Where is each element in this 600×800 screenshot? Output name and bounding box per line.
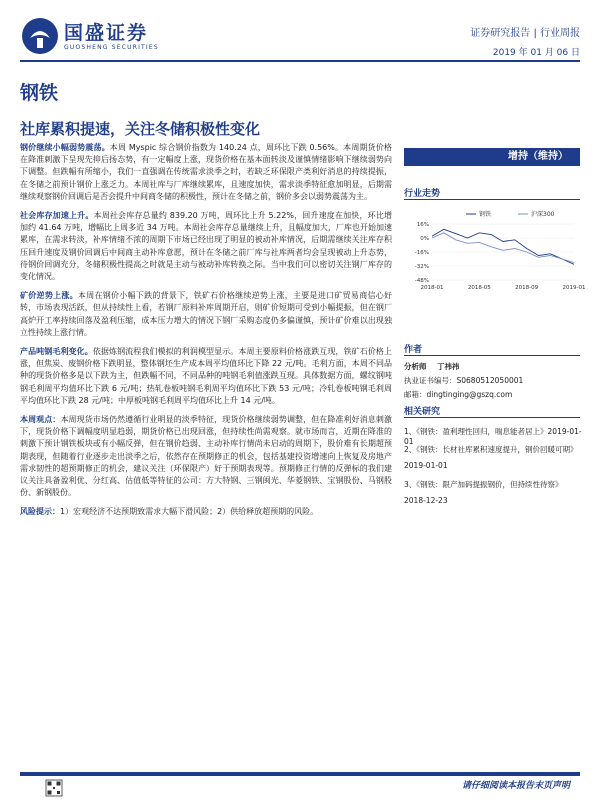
related-item-title: 2、《钢铁：长材社库累积速度提升，钢价回暖可期》 (404, 445, 578, 454)
author-heading: 作者 (404, 345, 423, 355)
trend-heading: 行业走势 (404, 189, 441, 199)
paragraph-highlight: 钢价继续小幅弱势震荡。 (20, 143, 110, 152)
legend-label: 钢铁 (479, 211, 492, 218)
rating-text: 增持（维持） (508, 151, 568, 162)
x-tick-label: 2018-05 (467, 285, 491, 291)
paragraph-inventory (20, 210, 392, 283)
footer-divider (20, 772, 580, 776)
y-tick-label: -48% (414, 278, 429, 284)
analyst-email: 邮箱：dingtinging@gszq.com (404, 390, 513, 399)
paragraph-text: 本周社会库存总量约 839.20 万吨，周环比上升 5.22%，回升速度在加快，环比增加约 41.64 万吨，增幅比上周多近 34 万吨。本周社会库存总量继续上升，且幅度加大，厂库也开始加速累库，在需求转淡，补库情绪不浓的周期下市场已经出现了明显的被动补库情况，后期需继续关注库存积压回升速度及钢价回调后中间商主动补库意愿，预计在冬储之前厂库与社库两者均会呈现被动上升态势，待钢价回调充分，冬储积极性提高之时就是主动与被动补库转换之际。当中我们可以密切关注钢厂库存的变化情况。 (20, 211, 392, 282)
x-tick-label: 2018-09 (515, 285, 539, 291)
analyst-cert: 执业证书编号：S0680512050001 (404, 376, 524, 385)
paragraph-highlight: 矿价逆势上涨。 (20, 291, 78, 301)
paragraph-text: 本周 Myspic 综合钢价指数为 140.24 点，周环比下跌 0.56%。本周期货价格在降准刺激下呈现先抑后扬态势，有一定幅度上涨，现货价格在基本面转淡及谨慎情绪影响下继续弱势向下调整。但跌幅有所缩小，我们一直强调在传统需求淡季之时，若缺乏环保限产类利好消息的持续提振，在冬储之前预计钢价上涨乏力。本周社库与厂库继续累库，且速度加快，需求淡季特征愈加明显，后期需继续观察钢价回调后是否会提升中间商冬储的积极性，预计在冬储之前，钢价多会以弱势震荡为主。 (20, 143, 392, 201)
y-tick-label: -32% (414, 264, 429, 270)
paragraph-highlight: 产品吨钢毛利变化。 (20, 347, 93, 357)
x-tick-label: 2019-01 (562, 285, 586, 291)
related-heading: 相关研究 (404, 407, 441, 417)
related-item-date: 2018-12-23 (404, 496, 448, 505)
analyst-line (404, 361, 459, 372)
report-type: 证券研究报告 | 行业周报 (470, 28, 580, 39)
industry-name: 钢铁 (20, 82, 59, 104)
paragraph-highlight: 社会库存加速上升。 (20, 211, 94, 221)
paragraph-text: 本周现货市场仍然遵循行业明显的淡季特征，现货价格继续弱势调整，但在降准利好消息刺激下，现货价格下调幅度明显趋弱，期货价格已出现回涨，但持续性尚需观察。就市场而言，近期在降准的刺激下预计钢铁板块或有小幅反弹，但在钢价趋弱、主动补库行情尚未启动的周期下，股价难有长期超预期表现，但随着行业逐步走出淡季之后，依然存在预期修正的机会，包括基建投资增速向上恢复及房地产需求韧性的超预期修正的机会，建议关注（环保限产）好于预期表现等。预期修正行情的反弹标的我们建议关注具备盈利优、分红高、估值低等特征的公司：方大特钢、三钢闽光、华菱钢铁、宝钢股份、马钢股份、新钢股份。 (20, 415, 393, 498)
author-divider (404, 355, 580, 356)
y-tick-label: 16% (416, 222, 429, 228)
related-item-title: 3、《钢铁：限产加码提振钢价，但持续性待察》 (404, 480, 563, 489)
rating-badge (404, 148, 580, 166)
paragraph-highlight: 风险提示： (20, 507, 60, 517)
y-tick-label: -16% (414, 250, 429, 256)
y-tick-label: 0% (420, 236, 429, 242)
report-title: 社库累积提速，关注冬储积极性变化 (20, 120, 261, 138)
x-tick-label: 2018-01 (420, 285, 444, 291)
paragraph-ore (20, 290, 392, 339)
report-date: 2019 年 01 月 06 日 (492, 48, 580, 58)
paragraph-text: 依据炼钢流程我们模拟的利润模型显示。本周主要原料价格涨跌互现，铁矿石价格上涨，但焦炭、废钢价格下跌明显，整体钢坯生产成本周平均值环比下降 22 元/吨。毛利方面，本周不同品种的现货价格多是以下跌为主，但跌幅不同，不同品种的吨钢毛利值涨跌互现。具体数据方面，螺纹钢吨钢毛利周平均值环比下跌 6 元/吨；热轧卷板吨钢毛利周平均值环比下跌 53 元/吨；冷轧卷板吨钢毛利周平均值环比下跌 28 元/吨；中厚板吨钢毛利周平均值环比上升 14 元/吨。 (20, 347, 393, 405)
related-item-date: 2019-01-01 (404, 461, 448, 470)
related-item[interactable] (404, 444, 584, 455)
analyst-name: 丁祎祎 (436, 362, 460, 371)
paragraph-text: 1）宏观经济不达预期致需求大幅下滑风险；2）供给释放超预期的风险。 (60, 507, 319, 517)
paragraph-view (20, 414, 392, 499)
related-item[interactable] (404, 479, 584, 490)
related-divider (404, 417, 580, 418)
related-item-title: 1、《钢铁：盈利理性回归，喘息能者居上》 (404, 427, 548, 436)
header-divider (20, 60, 580, 62)
logo-text-en: GUOSHENG SECURITIES (64, 44, 159, 51)
related-item[interactable] (404, 426, 584, 446)
report-body (20, 142, 392, 526)
guosheng-logo-icon (20, 16, 60, 56)
series-line-0 (432, 229, 574, 264)
legend-label: 沪深300 (531, 211, 555, 218)
trend-divider (404, 199, 580, 200)
paragraph-margin (20, 346, 392, 407)
paragraph-risk (20, 506, 392, 518)
logo-text-cn: 国盛证券 (64, 22, 149, 44)
paragraph-highlight: 本周观点： (20, 415, 61, 425)
analyst-label: 分析师 (404, 362, 427, 371)
paragraph-text: 本周在钢价小幅下跌的背景下，铁矿石价格继续逆势上涨，主要是进口矿贸易商信心好转，市场表现活跃，但从持续性上看，若钢厂原料补库周期开启，则矿价短期可受到小幅提振，但在钢厂高炉开工率持续回落及盈利压缩，成本压力增大的情况下钢厂采购态度仍多偏谨慎，预计矿价难以出现独立性持续上涨行情。 (20, 291, 393, 337)
footer-disclaimer: 请仔细阅读本报告末页声明 (461, 781, 570, 791)
industry-trend-chart (404, 208, 586, 298)
series-line-1 (432, 233, 574, 263)
qr-code-icon (46, 780, 62, 796)
paragraph-price (20, 142, 392, 203)
related-item-date: 2019-01-01 (404, 427, 582, 446)
